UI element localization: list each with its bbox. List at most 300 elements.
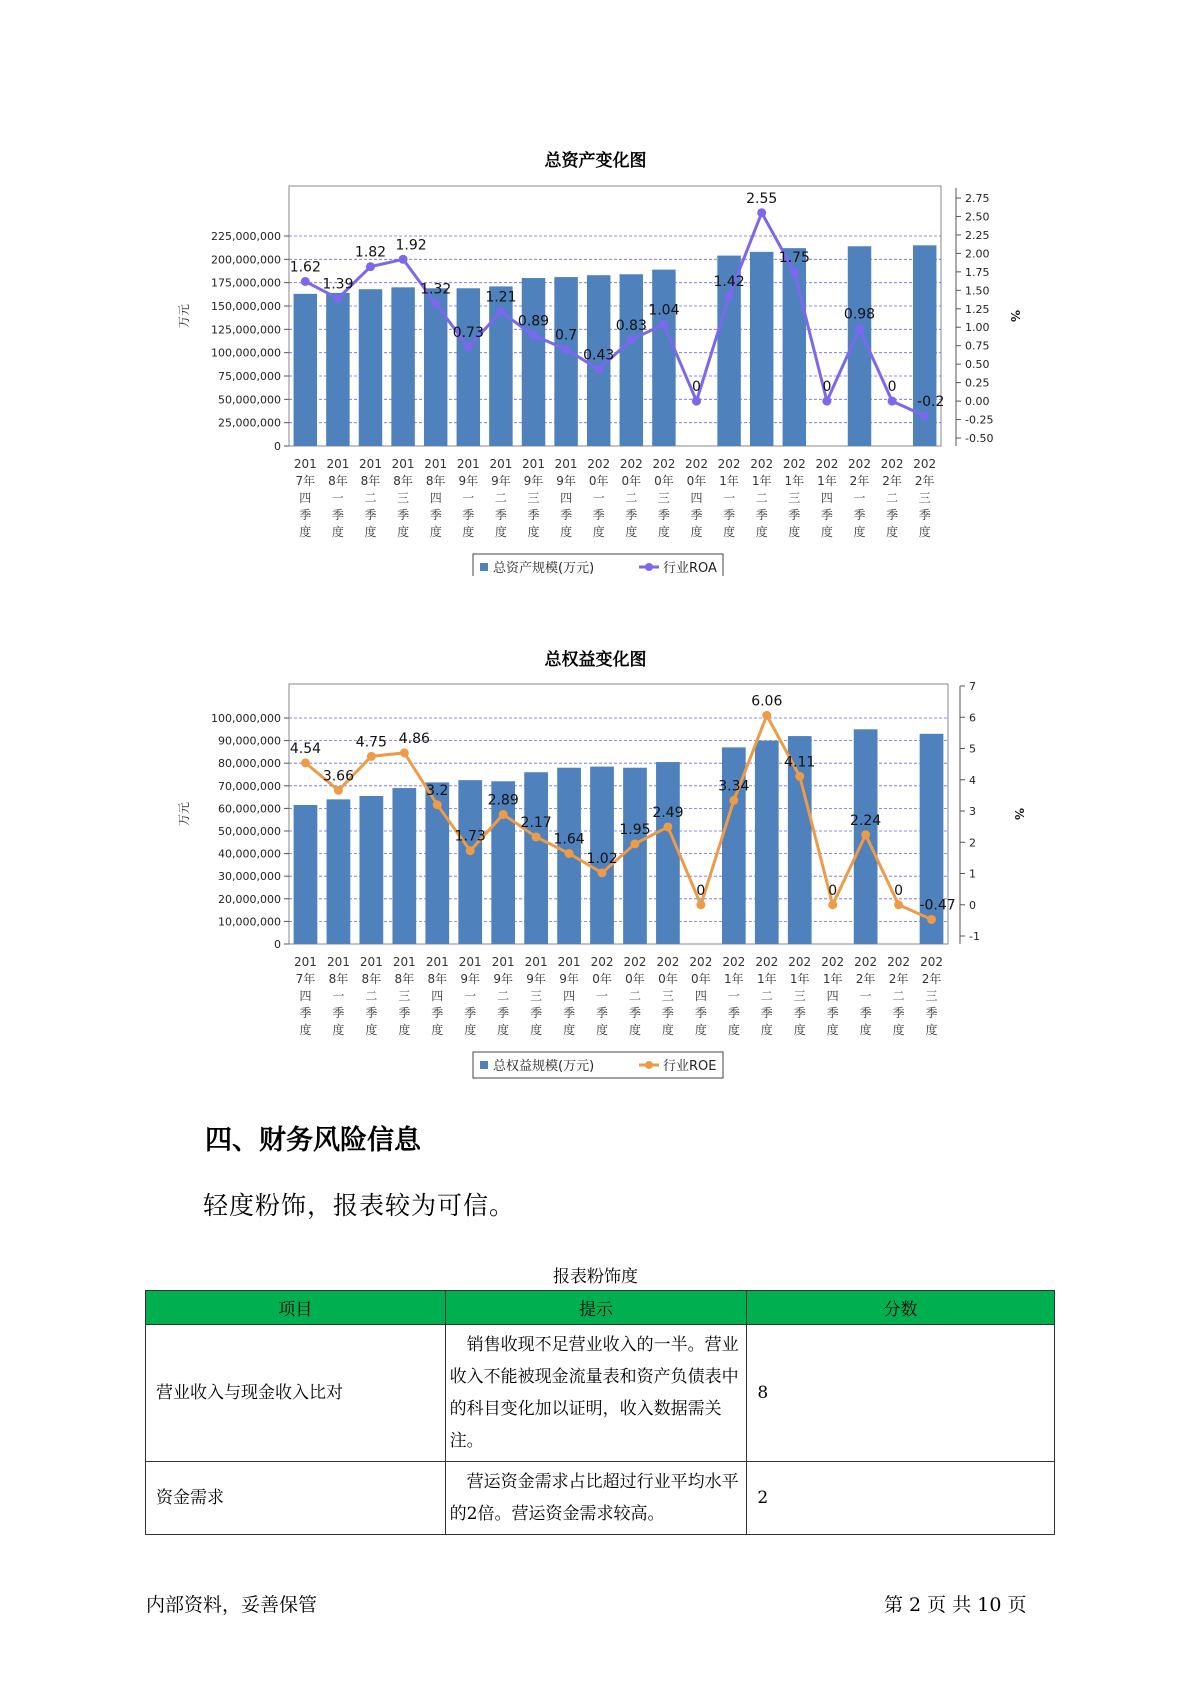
x-tick-label: 三: [918, 491, 931, 505]
x-tick-label: 202: [848, 457, 871, 471]
legend-bar-swatch: [480, 1061, 488, 1069]
x-tick-label: 度: [332, 1023, 345, 1037]
x-tick-label: 季: [661, 1006, 674, 1020]
x-tick-label: 0年: [621, 474, 642, 488]
data-label: 1.02: [586, 850, 618, 867]
right-tick-label: 4: [969, 773, 976, 787]
data-label: 1.75: [778, 249, 810, 266]
data-label: 4.75: [355, 734, 387, 751]
data-label: 1.64: [553, 831, 585, 848]
x-tick-label: 0年: [654, 474, 674, 488]
bar: [750, 252, 773, 446]
line-point: [433, 800, 442, 809]
x-tick-label: 201: [489, 457, 513, 471]
x-tick-label: 201: [392, 955, 416, 969]
x-tick-label: 2年: [888, 972, 909, 986]
right-tick-label: 0.50: [965, 358, 990, 372]
line-point: [562, 345, 571, 354]
left-tick-label: 225,000,000: [211, 230, 281, 243]
right-tick-label: 0.25: [965, 376, 990, 390]
x-tick-label: 度: [596, 1023, 609, 1037]
x-tick-label: 度: [497, 1023, 510, 1037]
x-tick-label: 三: [398, 989, 411, 1003]
left-tick-label: 25,000,000: [218, 416, 281, 430]
bar: [294, 805, 318, 944]
x-tick-label: 季: [331, 508, 344, 522]
x-tick-label: 度: [625, 525, 638, 539]
data-label: 2.24: [850, 812, 882, 829]
data-label: 0.83: [615, 317, 647, 334]
x-tick-label: 季: [527, 508, 540, 522]
x-tick-label: 季: [299, 1006, 312, 1020]
bar: [620, 274, 643, 446]
x-tick-label: 2年: [849, 474, 870, 488]
x-tick-label: 四: [690, 491, 703, 505]
bar: [359, 289, 382, 446]
equity-chart: [0, 672, 1191, 1092]
x-tick-label: 8年: [394, 972, 415, 986]
x-tick-label: 9年: [556, 474, 576, 488]
x-tick-label: 一: [332, 989, 345, 1003]
data-label: 0: [822, 379, 832, 396]
data-label: 2.89: [487, 792, 519, 809]
x-tick-label: 季: [886, 508, 899, 522]
line-point: [659, 320, 668, 329]
x-tick-label: 度: [886, 525, 899, 539]
data-label: 0: [692, 379, 701, 396]
x-tick-label: 201: [458, 955, 482, 969]
x-tick-label: 202: [587, 457, 611, 471]
x-tick-label: 9年: [493, 972, 513, 986]
x-tick-label: 0年: [625, 972, 645, 986]
line-point: [431, 299, 440, 308]
line-point: [888, 397, 897, 406]
x-tick-label: 度: [657, 525, 670, 539]
x-tick-label: 季: [892, 1006, 905, 1020]
x-tick-label: 9年: [491, 474, 511, 488]
x-tick-label: 季: [560, 508, 573, 522]
left-axis-title: 万元: [177, 801, 191, 827]
left-tick-label: 0: [274, 938, 281, 951]
left-tick-label: 125,000,000: [211, 323, 281, 337]
line-point: [861, 830, 870, 839]
table-row: [146, 1325, 1055, 1462]
bar: [424, 288, 447, 446]
right-axis-title: %: [1008, 309, 1022, 323]
x-tick-label: 202: [788, 955, 812, 969]
x-tick-label: 度: [431, 1023, 444, 1037]
x-tick-label: 8年: [393, 474, 413, 488]
x-tick-label: 1年: [751, 474, 772, 488]
table-caption: 报表粉饰度: [553, 1267, 638, 1287]
x-tick-label: 度: [661, 1023, 674, 1037]
x-tick-label: 0年: [691, 972, 711, 986]
x-tick-label: 一: [464, 989, 477, 1003]
line-point: [565, 849, 574, 858]
x-tick-label: 202: [652, 457, 676, 471]
x-tick-label: 2年: [855, 972, 876, 986]
x-tick-label: 0年: [588, 474, 609, 488]
x-tick-label: 季: [625, 508, 638, 522]
data-label: 1.21: [485, 289, 517, 306]
data-label: 0: [696, 882, 706, 899]
x-tick-label: 201: [425, 955, 449, 969]
bar: [457, 288, 480, 446]
left-tick-label: 30,000,000: [218, 870, 281, 884]
data-label: 3.66: [322, 768, 355, 785]
bar: [294, 294, 317, 446]
x-tick-label: 季: [925, 1006, 938, 1020]
x-tick-label: 1年: [817, 474, 837, 488]
x-tick-label: 202: [920, 955, 943, 969]
x-tick-label: 7年: [295, 474, 316, 488]
data-label: 1.82: [354, 244, 387, 261]
right-tick-label: 2.00: [965, 247, 990, 261]
section-heading: 四、财务风险信息: [205, 1125, 421, 1156]
x-tick-label: 201: [294, 955, 317, 969]
x-tick-label: 二: [892, 989, 905, 1003]
data-label: 4.11: [784, 754, 816, 771]
line-point: [696, 900, 705, 909]
data-label: 0.89: [517, 313, 550, 330]
x-tick-label: 季: [657, 508, 670, 522]
legend-bar-label: 总资产规模(万元): [493, 561, 595, 576]
x-tick-label: 201: [359, 457, 382, 471]
x-tick-label: 8年: [427, 972, 448, 986]
data-label: 1.42: [713, 274, 745, 291]
x-tick-label: 201: [391, 457, 415, 471]
x-tick-label: 一: [462, 491, 475, 505]
bar: [327, 799, 351, 944]
x-tick-label: 度: [397, 525, 410, 539]
x-tick-label: 202: [656, 955, 680, 969]
x-tick-label: 0年: [592, 972, 612, 986]
line-point: [855, 324, 864, 333]
x-tick-label: 202: [722, 955, 746, 969]
x-tick-label: 度: [788, 525, 801, 539]
line-point: [762, 711, 771, 720]
x-tick-label: 9年: [523, 474, 544, 488]
x-tick-label: 201: [524, 955, 548, 969]
footer-confidential: 内部资料，妥善保管: [146, 1594, 318, 1616]
x-tick-label: 季: [431, 1006, 444, 1020]
right-tick-label: 0: [969, 898, 976, 912]
x-tick-label: 202: [619, 457, 643, 471]
line-point: [466, 846, 475, 855]
x-tick-label: 四: [299, 989, 312, 1003]
header-score: 分数: [747, 1291, 1055, 1325]
x-tick-label: 季: [918, 508, 931, 522]
x-tick-label: 二: [625, 491, 638, 505]
x-tick-label: 季: [694, 1006, 707, 1020]
x-tick-label: 度: [365, 1023, 378, 1037]
left-tick-label: 0: [274, 440, 281, 453]
x-tick-label: 度: [723, 525, 736, 539]
x-tick-label: 季: [755, 508, 768, 522]
x-tick-label: 度: [530, 1023, 543, 1037]
data-label: 0: [887, 379, 897, 396]
x-tick-label: 9年: [460, 972, 481, 986]
x-tick-label: 季: [364, 508, 377, 522]
x-tick-label: 度: [694, 1023, 707, 1037]
x-tick-label: 一: [859, 989, 872, 1003]
x-tick-label: 度: [462, 525, 475, 539]
x-tick-label: 0年: [686, 474, 707, 488]
right-tick-label: 5: [969, 742, 976, 756]
x-tick-label: 202: [689, 955, 713, 969]
x-tick-label: 度: [628, 1023, 641, 1037]
data-label: 1.95: [619, 821, 651, 838]
x-tick-label: 四: [563, 989, 576, 1003]
x-tick-label: 2年: [921, 972, 942, 986]
data-label: 2.17: [520, 814, 552, 831]
data-label: 3.34: [718, 778, 750, 795]
line-point: [399, 255, 408, 264]
x-tick-label: 202: [815, 457, 839, 471]
legend-line-marker: [645, 1061, 653, 1069]
x-tick-label: 8年: [425, 474, 446, 488]
x-tick-label: 季: [820, 508, 833, 522]
x-tick-label: 度: [793, 1023, 806, 1037]
data-label: 1.32: [420, 281, 452, 298]
row-item: 营业收入与现金收入比对: [146, 1325, 446, 1462]
left-tick-label: 90,000,000: [218, 734, 281, 748]
x-tick-label: 8年: [360, 474, 381, 488]
legend-line-label: 行业ROE: [663, 1059, 717, 1074]
data-label: 0.98: [843, 306, 876, 323]
x-tick-label: 202: [854, 955, 878, 969]
line-point: [663, 822, 672, 831]
x-tick-label: 7年: [295, 972, 316, 986]
x-tick-label: 度: [429, 525, 442, 539]
bar: [391, 287, 414, 446]
left-tick-label: 100,000,000: [211, 346, 281, 360]
line-point: [301, 758, 310, 767]
bar: [522, 278, 545, 446]
x-tick-label: 季: [332, 1006, 345, 1020]
x-tick-label: 度: [563, 1023, 576, 1037]
right-tick-label: -0.50: [965, 432, 994, 445]
x-tick-label: 季: [596, 1006, 609, 1020]
risk-table: [145, 1290, 1055, 1535]
line-point: [529, 331, 538, 340]
right-tick-label: 2.50: [965, 210, 990, 224]
x-tick-label: 一: [727, 989, 740, 1003]
line-point: [692, 397, 701, 406]
left-tick-label: 10,000,000: [218, 915, 281, 929]
footer-page-number: 第 2 页 共 10 页: [884, 1594, 1027, 1616]
x-tick-label: 度: [560, 525, 573, 539]
line-point: [828, 900, 837, 909]
line-point: [822, 397, 831, 406]
x-tick-label: 202: [717, 457, 741, 471]
legend-line-marker: [645, 563, 653, 571]
x-tick-label: 1年: [822, 972, 843, 986]
x-tick-label: 季: [628, 1006, 641, 1020]
x-tick-label: 季: [793, 1006, 806, 1020]
line-point: [729, 796, 738, 805]
row-item: 资金需求: [146, 1462, 446, 1535]
header-hint: 提示: [445, 1291, 747, 1325]
x-tick-label: 202: [821, 955, 845, 969]
x-tick-label: 季: [429, 508, 442, 522]
x-tick-label: 季: [592, 508, 605, 522]
line-point: [894, 900, 903, 909]
x-tick-label: 0年: [658, 972, 678, 986]
data-label: 1.04: [648, 302, 680, 319]
x-tick-label: 9年: [559, 972, 579, 986]
right-tick-label: 1.25: [965, 302, 990, 316]
right-tick-label: 2.25: [965, 228, 990, 242]
table-header-row: [146, 1291, 1055, 1325]
x-tick-label: 9年: [526, 972, 546, 986]
x-tick-label: 二: [886, 491, 899, 505]
x-tick-label: 1年: [784, 474, 805, 488]
x-tick-label: 季: [494, 508, 507, 522]
x-tick-label: 度: [859, 1023, 872, 1037]
x-tick-label: 季: [760, 1006, 773, 1020]
left-tick-label: 40,000,000: [218, 847, 281, 861]
data-label: 1.62: [289, 259, 321, 276]
x-tick-label: 二: [365, 989, 378, 1003]
x-tick-label: 季: [788, 508, 801, 522]
x-tick-label: 二: [628, 989, 641, 1003]
bar: [524, 772, 548, 944]
x-tick-label: 四: [299, 491, 312, 505]
x-tick-label: 四: [560, 491, 573, 505]
x-tick-label: 2年: [914, 474, 935, 488]
x-tick-label: 度: [826, 1023, 839, 1037]
x-tick-label: 201: [326, 457, 350, 471]
x-tick-label: 201: [491, 955, 515, 969]
header-item: 项目: [146, 1291, 446, 1325]
left-tick-label: 75,000,000: [218, 370, 281, 383]
bar: [458, 780, 482, 944]
left-tick-label: 175,000,000: [211, 276, 281, 290]
data-label: 6.06: [751, 693, 783, 710]
line-point: [627, 335, 636, 344]
data-label: 4.54: [289, 740, 322, 757]
line-point: [594, 365, 603, 374]
x-tick-label: 201: [424, 457, 448, 471]
x-tick-label: 二: [494, 491, 507, 505]
x-tick-label: 季: [853, 508, 866, 522]
line-point: [795, 772, 804, 781]
x-tick-label: 季: [299, 508, 312, 522]
x-tick-label: 三: [925, 989, 938, 1003]
x-tick-label: 202: [623, 955, 647, 969]
data-label: 2.55: [746, 190, 778, 207]
x-tick-label: 度: [398, 1023, 411, 1037]
x-tick-label: 202: [750, 457, 774, 471]
data-label: -0.47: [919, 897, 956, 914]
left-tick-label: 20,000,000: [218, 892, 281, 906]
data-label: 4.86: [398, 730, 430, 747]
equity-chart-title: 总权益变化图: [544, 650, 647, 670]
right-tick-label: 1: [969, 867, 976, 881]
x-tick-label: 季: [727, 1006, 740, 1020]
right-tick-label: 7: [969, 680, 976, 693]
assets-chart-title: 总资产变化图: [544, 151, 647, 171]
x-tick-label: 8年: [328, 474, 348, 488]
left-tick-label: 50,000,000: [218, 393, 281, 407]
line-point: [496, 307, 505, 316]
x-tick-label: 二: [497, 989, 510, 1003]
x-tick-label: 201: [293, 457, 317, 471]
bar: [392, 788, 416, 944]
x-tick-label: 202: [887, 955, 911, 969]
left-tick-label: 70,000,000: [218, 779, 281, 793]
x-tick-label: 201: [326, 955, 350, 969]
x-tick-label: 二: [760, 989, 773, 1003]
x-tick-label: 三: [657, 491, 670, 505]
row-hint: 营运资金需求占比超过行业平均水平的2倍。营运资金需求较高。: [445, 1462, 747, 1535]
x-tick-label: 四: [826, 989, 839, 1003]
right-tick-label: 2.75: [965, 192, 990, 205]
x-tick-label: 四: [429, 491, 442, 505]
x-tick-label: 一: [853, 491, 866, 505]
x-tick-label: 季: [397, 508, 410, 522]
row-score: 8: [747, 1325, 1055, 1462]
legend-bar-swatch: [480, 563, 488, 571]
data-label: 1.92: [395, 237, 427, 254]
x-tick-label: 202: [685, 457, 708, 471]
x-tick-label: 1年: [789, 972, 810, 986]
right-axis-title: %: [1012, 807, 1026, 821]
x-tick-label: 201: [456, 457, 480, 471]
left-tick-label: 60,000,000: [218, 802, 281, 816]
x-tick-label: 度: [527, 525, 540, 539]
x-tick-label: 四: [820, 491, 833, 505]
x-tick-label: 季: [365, 1006, 378, 1020]
line-point: [400, 748, 409, 757]
x-tick-label: 四: [694, 989, 707, 1003]
x-tick-label: 202: [782, 457, 806, 471]
x-tick-label: 1年: [724, 972, 744, 986]
x-tick-label: 8年: [361, 972, 382, 986]
x-tick-label: 一: [596, 989, 609, 1003]
x-tick-label: 季: [563, 1006, 576, 1020]
data-label: 1.73: [454, 828, 486, 845]
legend-line-label: 行业ROA: [663, 561, 717, 576]
line-point: [920, 411, 929, 420]
x-tick-label: 度: [755, 525, 768, 539]
bar: [326, 293, 349, 446]
line-point: [333, 294, 342, 303]
x-tick-label: 度: [925, 1023, 938, 1037]
x-tick-label: 二: [755, 491, 768, 505]
data-label: -0.2: [917, 393, 945, 410]
right-tick-label: 3: [969, 805, 976, 818]
x-tick-label: 度: [299, 1023, 312, 1037]
x-tick-label: 季: [398, 1006, 411, 1020]
data-label: 0.73: [452, 325, 484, 342]
x-tick-label: 度: [853, 525, 866, 539]
data-label: 3.2: [426, 782, 449, 799]
data-label: 1.39: [322, 276, 354, 293]
x-tick-label: 202: [880, 457, 904, 471]
data-label: 0: [828, 882, 838, 899]
x-tick-label: 8年: [328, 972, 349, 986]
line-point: [725, 292, 734, 301]
x-tick-label: 季: [530, 1006, 543, 1020]
bar: [554, 277, 577, 446]
x-tick-label: 三: [661, 989, 674, 1003]
right-tick-label: 1.50: [965, 284, 990, 298]
x-tick-label: 2年: [882, 474, 902, 488]
x-tick-label: 三: [397, 491, 410, 505]
right-tick-label: 2: [969, 836, 976, 850]
